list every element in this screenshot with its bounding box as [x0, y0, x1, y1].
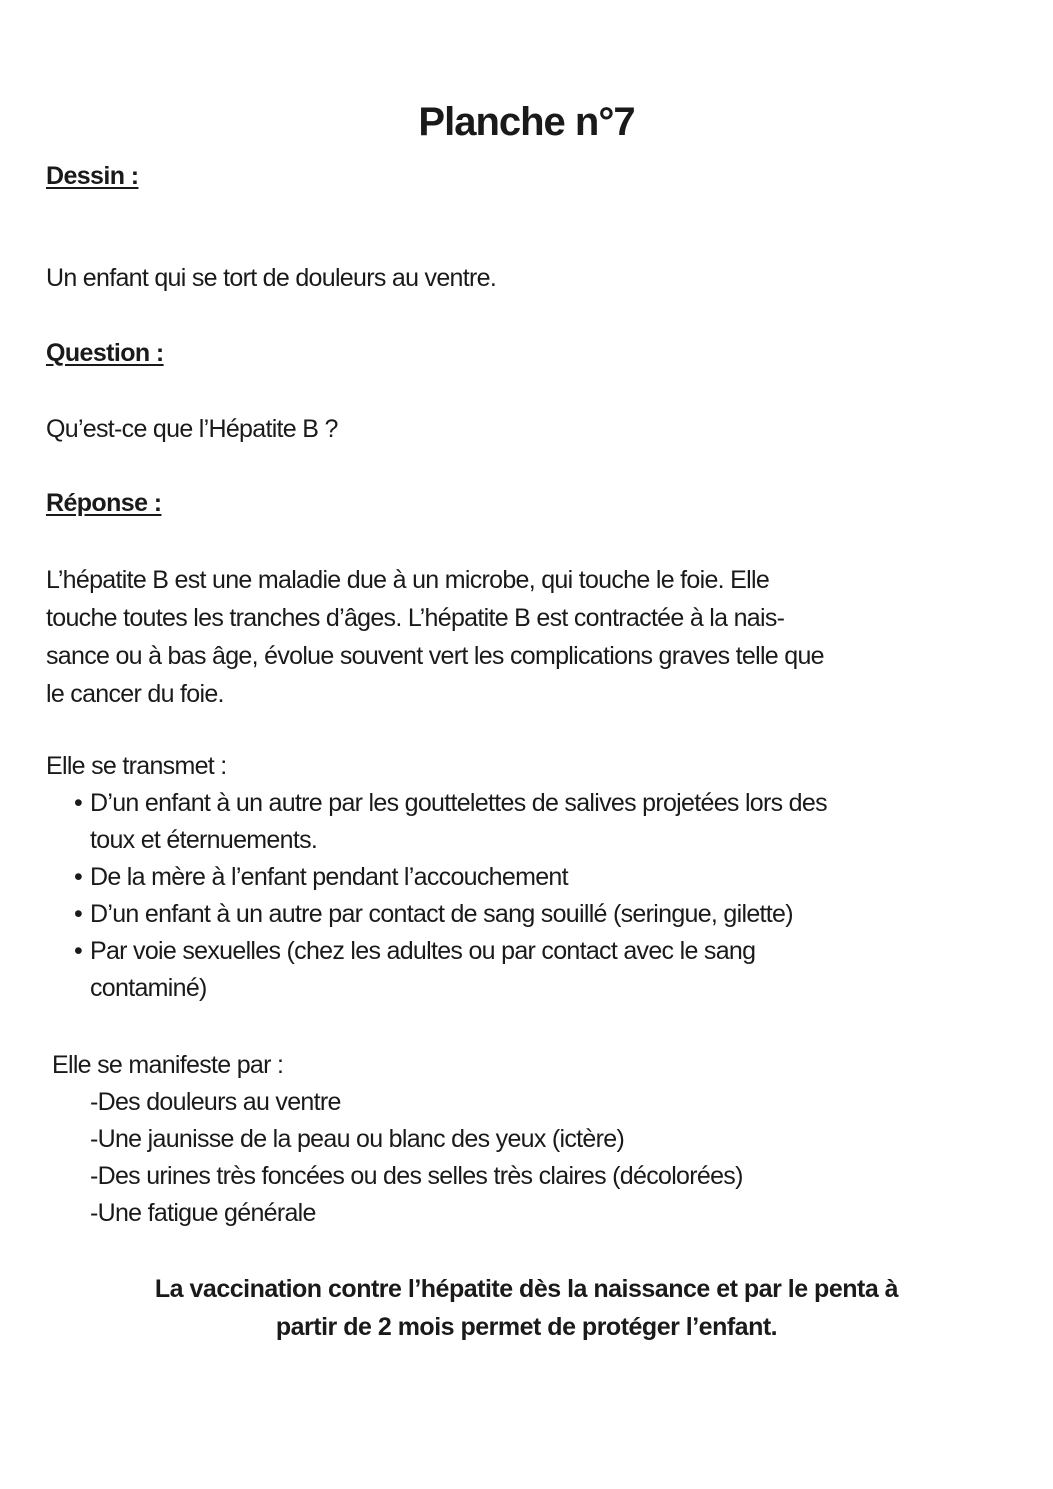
- bullet-icon: •: [74, 789, 83, 817]
- transmission-intro: Elle se transmet :: [46, 752, 227, 780]
- list-item: -Une jaunisse de la peau ou blanc des yeux (ictère): [90, 1125, 625, 1153]
- symptoms-list: [90, 1084, 743, 1232]
- list-item: • D’un enfant à un autre par les gouttelettes de salives projetées lors des: [74, 785, 827, 822]
- symptoms-intro: Elle se manifeste par :: [52, 1051, 284, 1079]
- paragraph-line: le cancer du foie.: [46, 680, 224, 708]
- list-item: • D’un enfant à un autre par contact de sang souillé (seringue, gilette): [74, 896, 827, 933]
- list-item: • De la mère à l’enfant pendant l’accouchement: [74, 859, 827, 896]
- dessin-text: Un enfant qui se tort de douleurs au ventre.: [46, 264, 497, 292]
- transmission-list: [74, 785, 827, 1007]
- bullet-icon: •: [74, 937, 83, 965]
- conclusion-text: La vaccination contre l’hépatite dès la naissance et par le penta à partir de 2 mois permet de protéger l’enfant.: [154, 1275, 899, 1341]
- list-item-continuation: toux et éternuements.: [90, 826, 318, 854]
- paragraph-line: sance ou à bas âge, évolue souvent vert les complications graves telle que: [46, 642, 824, 670]
- paragraph-line: L’hépatite B est une maladie due à un microbe, qui touche le foie. Elle: [46, 566, 770, 594]
- reponse-paragraph: [46, 561, 824, 713]
- list-item-continuation: contaminé): [90, 974, 207, 1002]
- list-item: -Des urines très foncées ou des selles très claires (décolorées): [90, 1162, 743, 1190]
- question-text: Qu’est-ce que l’Hépatite B ?: [46, 415, 338, 443]
- list-item: -Une fatigue générale: [90, 1199, 316, 1227]
- list-item: • Par voie sexuelles (chez les adultes ou par contact avec le sang: [74, 933, 827, 970]
- paragraph-line: touche toutes les tranches d’âges. L’hépatite B est contractée à la nais-: [46, 604, 785, 632]
- bullet-icon: •: [74, 900, 83, 928]
- bullet-icon: •: [74, 863, 83, 891]
- heading-reponse: Réponse :: [46, 489, 162, 517]
- heading-question: Question :: [46, 339, 164, 367]
- list-item: -Des douleurs au ventre: [90, 1088, 341, 1116]
- page-title: Planche n°7: [418, 100, 635, 144]
- heading-dessin: Dessin :: [46, 162, 139, 190]
